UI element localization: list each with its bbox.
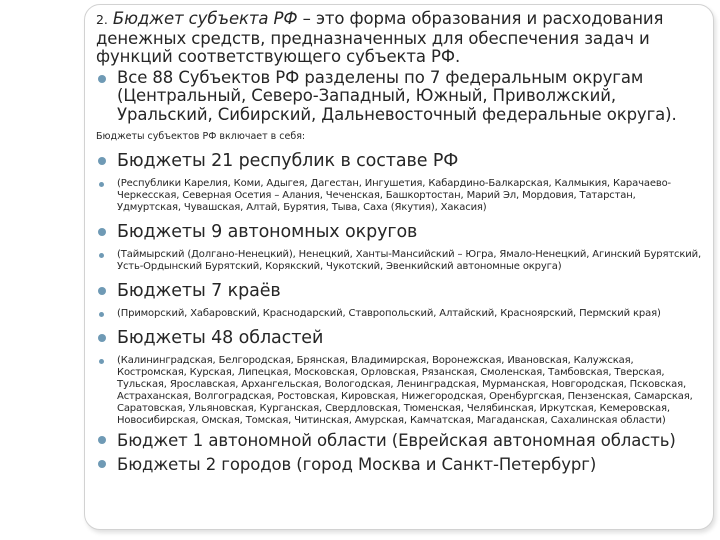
bullet-icon (98, 157, 106, 165)
item-details: (Республики Карелия, Коми, Адыгея, Дагестан, Ингушетия, Кабардино-Балкарская, Калмыкия, Карачаево-Черкесская, Северная Осетия – Алания, Чеченская, Башкортостан, Марий Эл, Мордовия, Татарстан, Удмуртская, Чувашская, Алтай, Бурятия, Тыва, Саха (Якутия), Хакасия) (117, 178, 672, 213)
intro-definition: – это форма образования и расходования денежных средств, предназначенных для обеспечения задач и функций соответствующего субъекта РФ. (96, 9, 664, 66)
bullet-icon (99, 253, 104, 258)
item-republics (96, 152, 702, 171)
item-details-row (96, 178, 702, 214)
districts-paragraph (96, 69, 702, 125)
bullet-icon (99, 182, 104, 187)
includes-label: Бюджеты субъектов РФ включает в себя: (96, 131, 306, 142)
item-heading: Бюджеты 9 автономных округов (117, 222, 418, 242)
item-heading: Бюджеты 7 краёв (117, 281, 281, 301)
item-autonomous-oblast (96, 431, 702, 450)
item-heading: Бюджеты 21 республик в составе РФ (117, 151, 459, 171)
slide-content (96, 10, 702, 474)
item-autonomous-okrugs (96, 223, 702, 242)
districts-text: Все 88 Субъектов РФ разделены по 7 федеральным округам (Центральный, Северо-Западный, Южный, Приволжский, Уральский, Сибирский, Дальневосточный федеральные округа). (117, 67, 677, 124)
item-heading: Бюджеты 48 областей (117, 328, 324, 348)
bullet-icon (99, 312, 104, 317)
intro-paragraph (96, 10, 702, 67)
bullet-icon (98, 75, 106, 83)
bullet-icon (98, 334, 106, 342)
item-krais (96, 282, 702, 301)
item-details: (Таймырский (Долгано-Ненецкий), Ненецкий, Ханты-Мансийский – Югра, Ямало-Ненецкий, Агинский Бурятский, Усть-Ордынский Бурятский, Корякский, Чукотский, Эвенкийский автономные округа) (117, 249, 701, 272)
bullet-icon (98, 287, 106, 295)
bullet-icon (98, 436, 106, 444)
bullet-icon (98, 460, 106, 468)
item-details: (Приморский, Хабаровский, Краснодарский, Ставропольский, Алтайский, Красноярский, Пермский края) (117, 308, 661, 319)
item-details: (Калининградская, Белгородская, Брянская, Владимирская, Воронежская, Ивановская, Калужская, Костромская, Курская, Липецкая, Московская, Орловская, Рязанская, Смоленская, Тамбовская, Тверская, Тульская, Ярославская, Архангельская, Вологодская, Ленинградская, Мурманская, Новгородская, Псковская, Астраханская, Волгоградская, Ростовская, Кировская, Нижегородская, Оренбургская, Пензенская, Самарская, Саратовская, Ульяновская, Курганская, Свердловская, Тюменская, Челябинская, Иркутская, Кемеровская, Новосибирская, Омская, Томская, Читинская, Амурская, Камчатская, Магаданская, Сахалинская области) (117, 355, 693, 426)
item-details-row (96, 308, 702, 320)
item-heading: Бюджеты 2 городов (город Москва и Санкт-Петербург) (117, 455, 597, 474)
bullet-icon (99, 359, 104, 364)
intro-number: 2. (96, 12, 108, 27)
item-details-row (96, 355, 702, 427)
includes-label-row (96, 131, 702, 143)
intro-term: Бюджет субъекта РФ (112, 9, 298, 28)
item-cities (96, 455, 702, 474)
item-oblasts (96, 329, 702, 348)
bullet-icon (98, 228, 106, 236)
item-heading: Бюджет 1 автономной области (Еврейская автономная область) (117, 431, 676, 450)
item-details-row (96, 249, 702, 273)
